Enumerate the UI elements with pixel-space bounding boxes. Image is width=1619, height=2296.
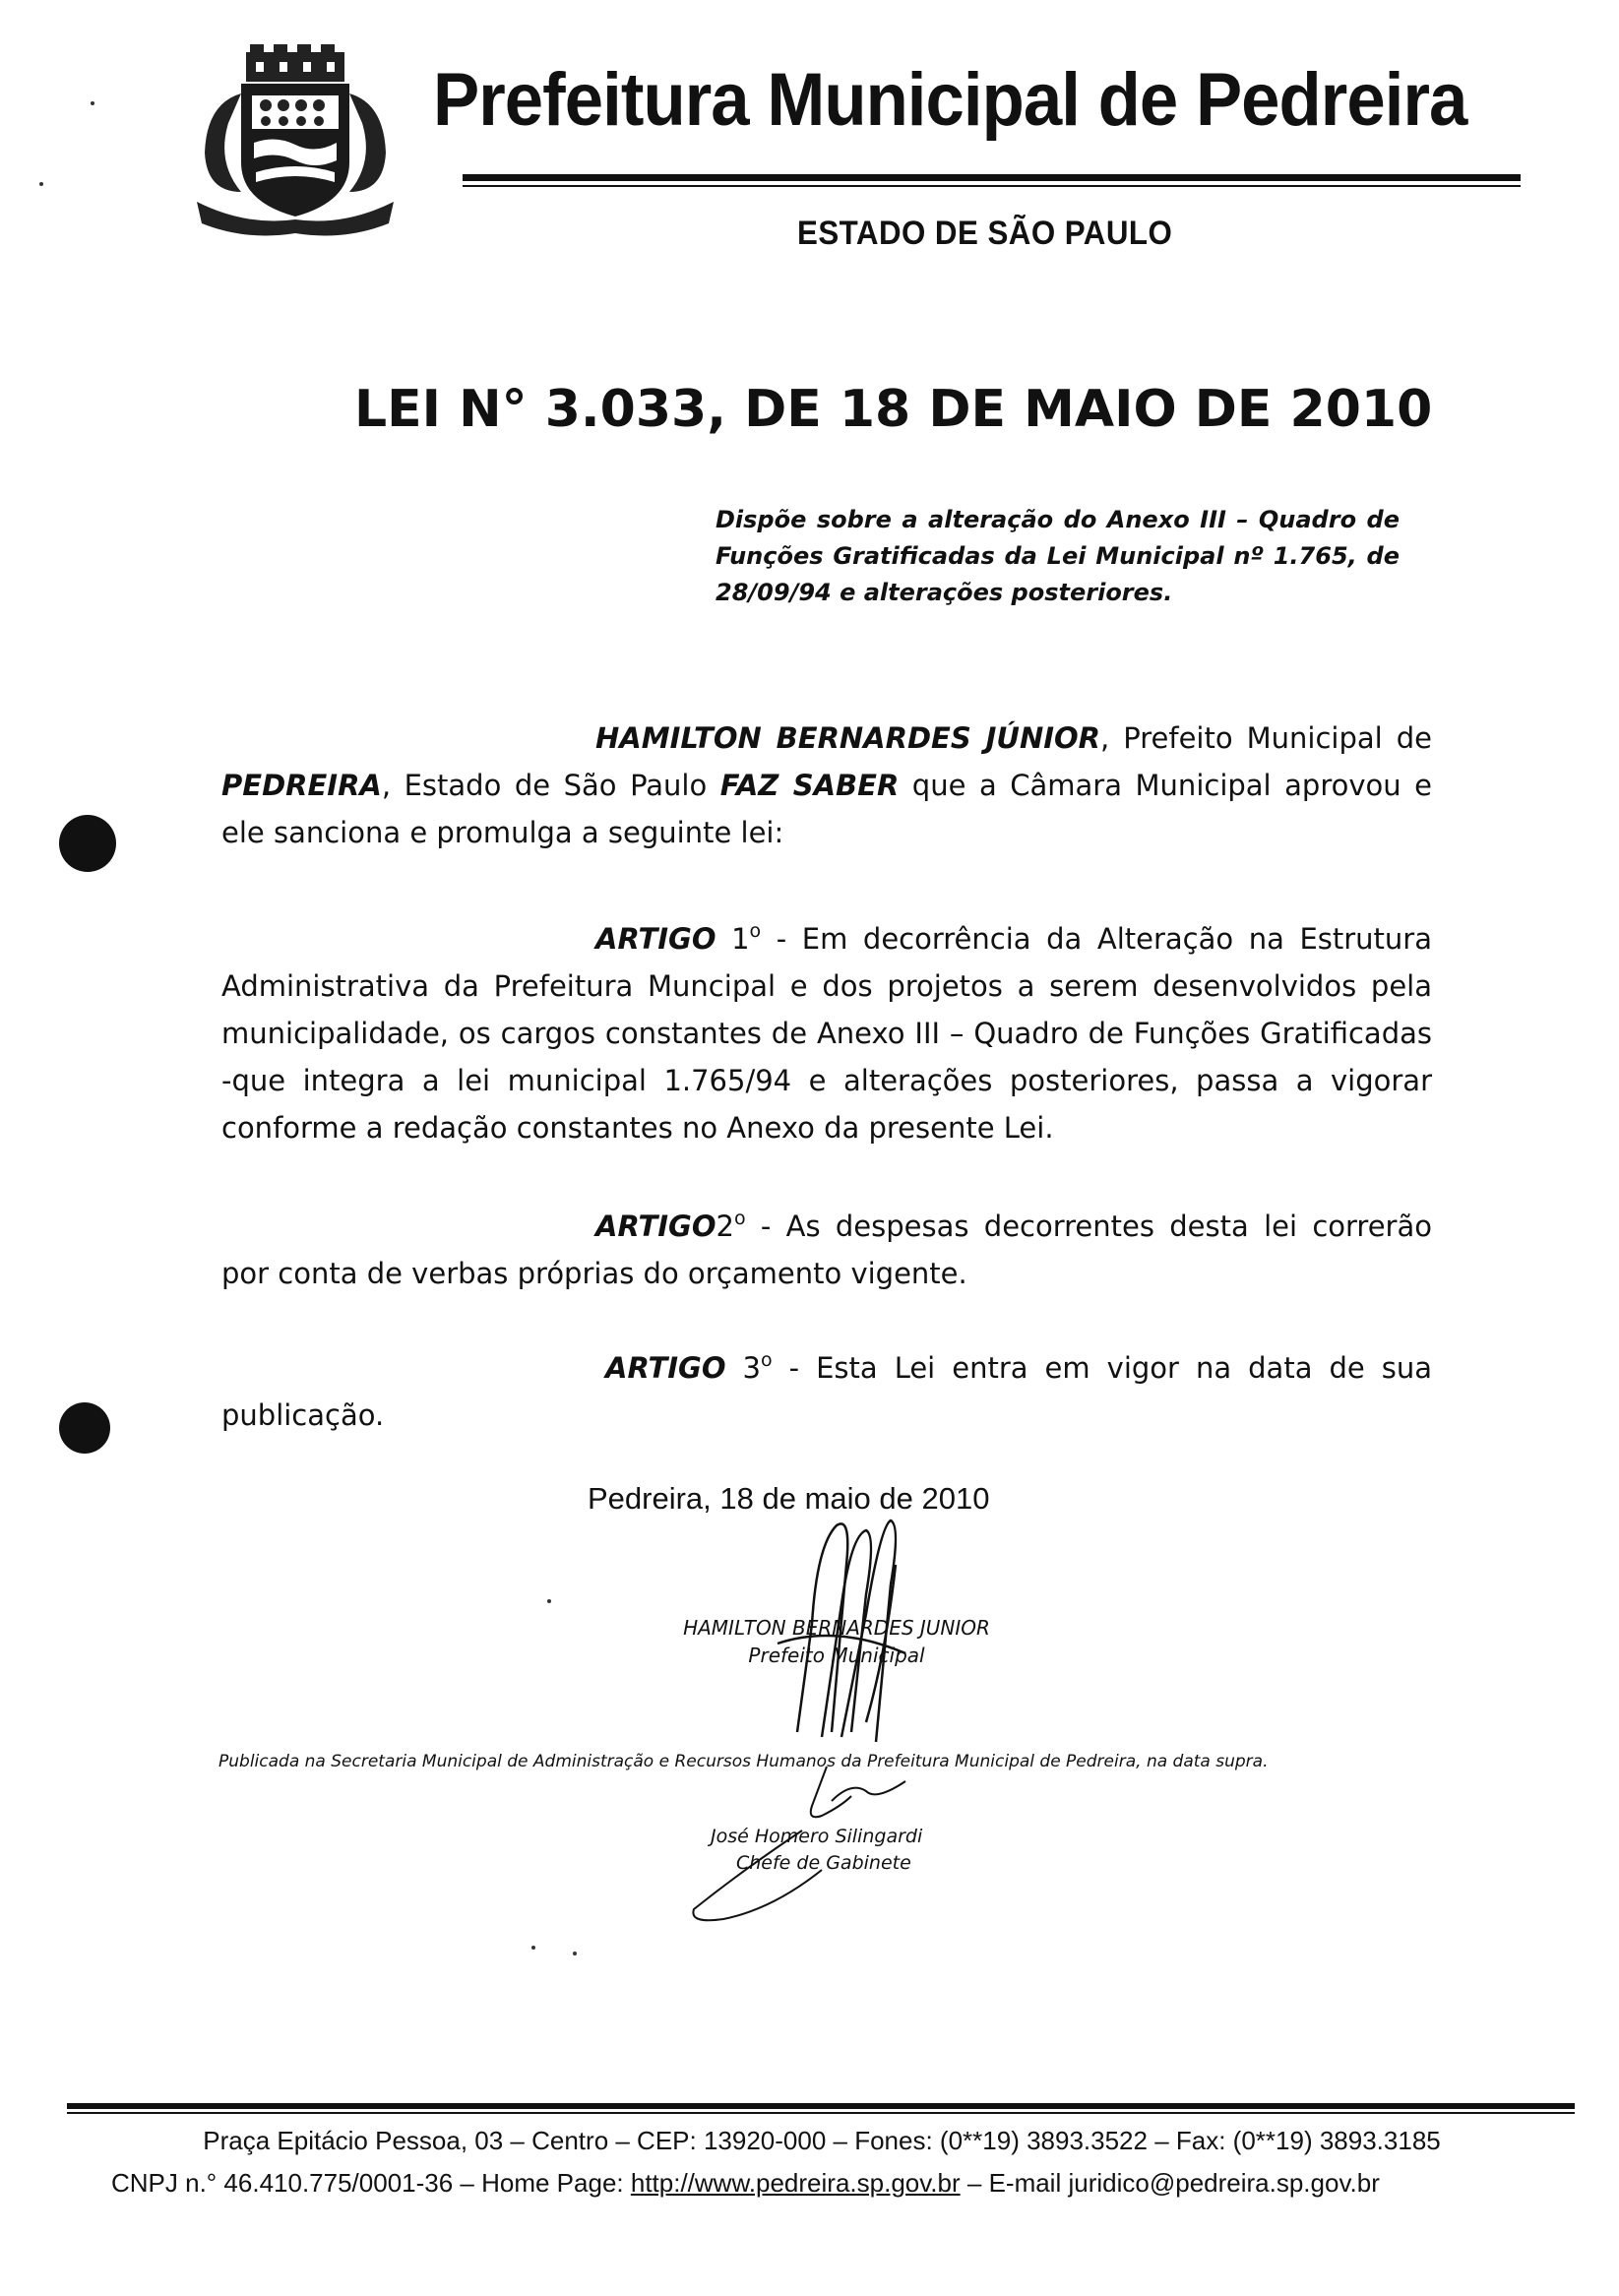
homepage-link[interactable]: http://www.pedreira.sp.gov.br [630, 2168, 961, 2198]
signatory-name: HAMILTON BERNARDES JUNIOR [683, 1616, 990, 1640]
header-rule [463, 174, 1521, 181]
footer-address: Praça Epitácio Pessoa, 03 – Centro – CEP: 13920-000 – Fones: (0**19) 3893.3522 – Fax: (0**19) 3893.3185 [203, 2126, 1441, 2155]
article-3: ARTIGO 3$^o$ - Esta Lei entra em vigor na data de sua publicação. [221, 1349, 1433, 1432]
municipal-crest-logo [187, 44, 404, 241]
article-label: ARTIGO [605, 1351, 726, 1385]
scan-speck [573, 1952, 577, 1955]
email-address[interactable]: juridico@pedreira.sp.gov.br [1068, 2168, 1380, 2198]
scan-speck [531, 1946, 535, 1950]
law-title: LEI N° 3.033, DE 18 DE MAIO DE 2010 [354, 380, 1433, 439]
article-label: ARTIGO [595, 922, 716, 956]
footer-contacts: CNPJ n.° 46.410.775/0001-36 – Home Page: http://www.pedreira.sp.gov.br – E-mail juridico@pedreira.sp.gov.br [111, 2168, 1380, 2198]
state-name: ESTADO DE SÃO PAULO [797, 215, 1173, 252]
punch-hole-mark [59, 1402, 110, 1454]
institution-name: Prefeitura Municipal de Pedreira [433, 58, 1467, 142]
punch-hole-mark [59, 815, 116, 872]
footer-rule-thin [67, 2112, 1575, 2114]
article-2: ARTIGO2$^o$ - As despesas decorrentes desta lei correrão por conta de verbas próprias do orçamento vigente. [221, 1208, 1432, 1290]
scan-speck [39, 182, 43, 186]
footer-rule [67, 2103, 1575, 2109]
faz-saber: FAZ SABER [719, 769, 900, 802]
mayor-signature-block [659, 1614, 1014, 1669]
preamble-paragraph: HAMILTON BERNARDES JÚNIOR, Prefeito Municipal de PEDREIRA, Estado de São Paulo FAZ SABER que a Câmara Municipal aprovou e ele sanciona e promulga a seguinte lei: [221, 721, 1433, 849]
mayor-name: HAMILTON BERNARDES JÚNIOR [595, 721, 1101, 755]
header-rule-thin [463, 185, 1521, 187]
scan-speck [547, 1599, 551, 1603]
city-name: PEDREIRA [221, 769, 382, 802]
date-line: Pedreira, 18 de maio de 2010 [588, 1481, 990, 1516]
article-label: ARTIGO [595, 1210, 716, 1243]
article-1: ARTIGO 1$^o$ - Em decorrência da Alteração na Estrutura Administrativa da Prefeitura Muncipal e dos projetos a serem desenvolvidos pela municipalidade, os cargos constantes de Anexo III – Quadro de Funções Gratificadas -que integra a lei municipal 1.765/94 e alterações posteriores, passa a vigorar conforme a redação constantes no Anexo da presente Lei. [221, 920, 1432, 1145]
publication-note: Publicada na Secretaria Municipal de Administração e Recursos Humanos da Prefeitura Municipal de Pedreira, na data supra. [218, 1752, 1269, 1771]
signatory-name: José Homero Silingardi [711, 1826, 923, 1847]
scan-speck [91, 101, 94, 105]
signatory-role: Chefe de Gabinete [736, 1852, 911, 1874]
law-summary: Dispõe sobre a alteração do Anexo III – Quadro de Funções Gratificadas da Lei Municipal nº 1.765, de 28/09/94 e alterações posteriores. [716, 506, 1400, 606]
signatory-role: Prefeito Municipal [748, 1644, 925, 1667]
chief-of-staff-signature-block [689, 1824, 945, 1877]
